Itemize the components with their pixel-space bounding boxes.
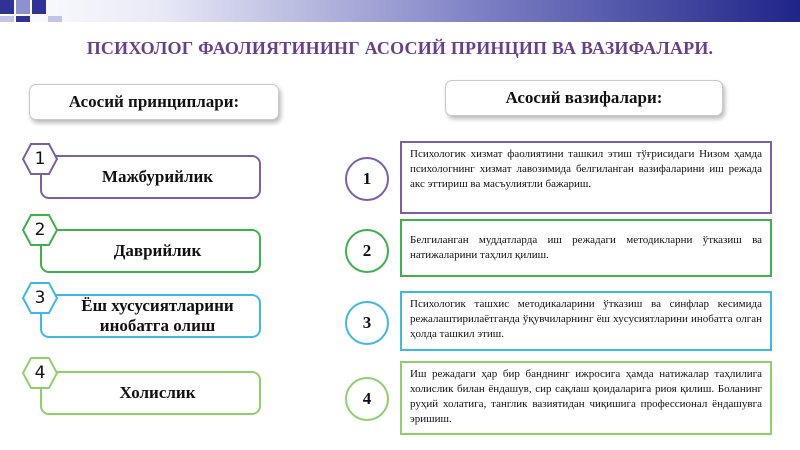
principle-label: Ёш хусусиятларини инобатга олиш xyxy=(81,296,234,335)
decor-square xyxy=(0,0,14,14)
decor-square xyxy=(16,0,30,14)
tasks-header xyxy=(445,80,723,116)
principle-label: Холислик xyxy=(119,383,196,402)
task-number: 2 xyxy=(362,241,372,260)
task-text: Белгиланган муддатларда иш режадаги методикларни ўтказиш ва натижаларини таҳлил қилиш. xyxy=(410,234,762,261)
decor-square xyxy=(32,0,46,14)
principle-number: 3 xyxy=(34,288,46,308)
principle-number: 1 xyxy=(34,149,46,169)
principle-label: Даврийлик xyxy=(113,241,202,260)
task-box-4 xyxy=(400,361,772,435)
page-title: ПСИХОЛОГ ФАОЛИЯТИНИНГ АСОСИЙ ПРИНЦИП ВА ВАЗИФАЛАРИ. xyxy=(86,38,714,58)
principle-box-4 xyxy=(40,371,261,415)
task-text: Психологик хизмат фаолиятини ташкил этиш тўғрисидаги Низом ҳамда психологнинг хизмат лавозимида белгиланган вазифаларини иш режада акс эттириш ва масъулиятли бажариш. xyxy=(410,148,762,190)
principle-box-1 xyxy=(40,155,261,199)
principle-number-badge-2 xyxy=(22,214,58,246)
task-number-circle-2 xyxy=(345,229,389,273)
task-box-2 xyxy=(400,219,772,277)
principle-number-badge-4 xyxy=(22,357,58,389)
principle-number: 2 xyxy=(34,220,46,240)
task-text: Психологик ташхис методикаларини ўтказиш ва синфлар кесимида режалаштирилаётганда ўқувчиларнинг ёш хусусиятларини инобатга олган ҳолда ташкил этиш. xyxy=(410,298,762,340)
principle-number: 4 xyxy=(34,363,46,383)
principle-number-badge-1 xyxy=(22,143,58,175)
top-decorative-band xyxy=(0,0,800,22)
principle-number-badge-3 xyxy=(22,282,58,314)
decor-square xyxy=(0,16,14,22)
task-box-1 xyxy=(400,141,772,214)
task-number-circle-1 xyxy=(345,157,389,201)
task-box-3 xyxy=(400,291,772,351)
decor-square xyxy=(16,16,30,22)
task-number-circle-3 xyxy=(345,301,389,345)
decor-square xyxy=(48,16,62,22)
principle-box-3 xyxy=(40,294,261,338)
task-number: 4 xyxy=(362,389,372,408)
task-text: Иш режадаги ҳар бир банднинг ижросига ҳамда натижалар таҳлилига холислик билан ёндашув, сир сақлаш қоидаларига риоя қилиш. Боланинг руҳий холатига, танглик вазиятидан чиқишига профессионал ёндашувга эришиш. xyxy=(410,368,762,425)
task-number: 1 xyxy=(362,169,372,188)
principles-header-label: Асосий принциплари: xyxy=(68,92,240,111)
tasks-header-label: Асосий вазифалари: xyxy=(505,88,663,107)
task-number-circle-4 xyxy=(345,377,389,421)
task-number: 3 xyxy=(362,313,372,332)
principle-box-2 xyxy=(40,229,261,273)
principle-label: Мажбурийлик xyxy=(101,167,214,186)
principles-header xyxy=(29,84,279,120)
